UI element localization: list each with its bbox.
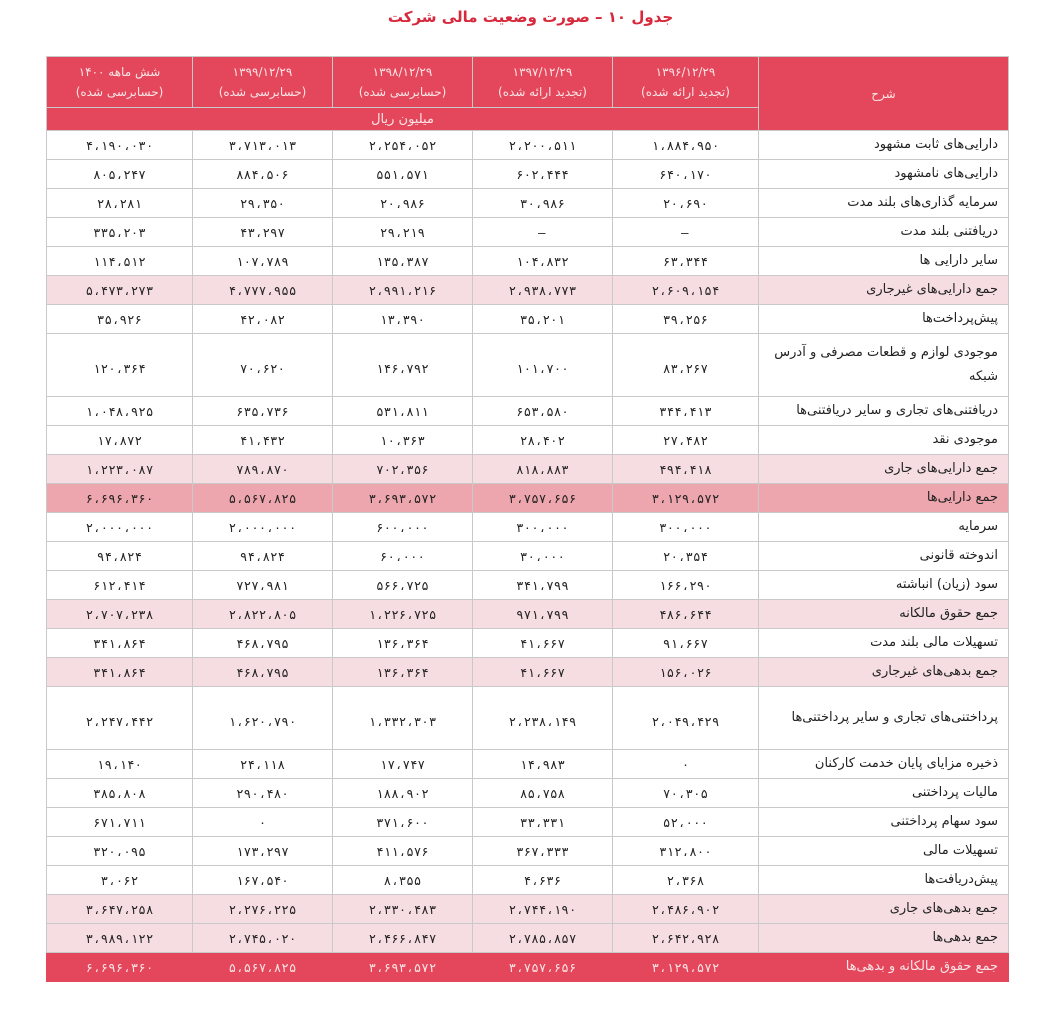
row-value-col-2: ۱۰۴،۸۳۲ bbox=[473, 247, 613, 276]
row-value-col-2: ۳۳،۳۳۱ bbox=[473, 808, 613, 837]
table-row bbox=[47, 571, 1009, 600]
header-col-5: شش ماهه ۱۴۰۰ (حسابرسی شده) bbox=[47, 57, 193, 108]
row-value-col-4: ۹۴،۸۲۴ bbox=[193, 542, 333, 571]
table-row bbox=[47, 397, 1009, 426]
table-row bbox=[47, 247, 1009, 276]
row-value-col-4: ۱۷۳،۲۹۷ bbox=[193, 837, 333, 866]
row-label: جمع دارایی‌های غیرجاری bbox=[759, 276, 1009, 305]
row-label: پیش‌دریافت‌ها bbox=[759, 866, 1009, 895]
row-value-col-1: ۷۰،۳۰۵ bbox=[613, 779, 759, 808]
table-row bbox=[47, 513, 1009, 542]
header-col-4: ۱۳۹۹/۱۲/۲۹ (حسابرسی شده) bbox=[193, 57, 333, 108]
row-value-col-4: ۰ bbox=[193, 808, 333, 837]
header-row bbox=[47, 57, 1009, 108]
row-value-col-4: ۲۹،۳۵۰ bbox=[193, 189, 333, 218]
table-row bbox=[47, 895, 1009, 924]
row-value-col-3: ۲،۲۵۴،۰۵۲ bbox=[333, 131, 473, 160]
row-label: جمع دارایی‌های جاری bbox=[759, 455, 1009, 484]
row-value-col-1: ۱۶۶،۲۹۰ bbox=[613, 571, 759, 600]
row-value-col-2: ۲۸،۴۰۲ bbox=[473, 426, 613, 455]
row-value-col-5: ۳۳۵،۲۰۳ bbox=[47, 218, 193, 247]
row-value-col-1: ۱۵۶،۰۲۶ bbox=[613, 658, 759, 687]
row-value-col-3: ۱۳،۳۹۰ bbox=[333, 305, 473, 334]
table-row bbox=[47, 276, 1009, 305]
row-label: جمع بدهی‌های جاری bbox=[759, 895, 1009, 924]
row-value-col-5: ۳،۰۶۲ bbox=[47, 866, 193, 895]
row-label: سرمایه گذاری‌های بلند مدت bbox=[759, 189, 1009, 218]
row-value-col-4: ۵،۵۶۷،۸۲۵ bbox=[193, 484, 333, 513]
row-value-col-3: ۶۰۰،۰۰۰ bbox=[333, 513, 473, 542]
row-value-col-4: ۸۸۴،۵۰۶ bbox=[193, 160, 333, 189]
row-value-col-5: ۳،۹۸۹،۱۲۲ bbox=[47, 924, 193, 953]
row-value-col-1: ۱،۸۸۴،۹۵۰ bbox=[613, 131, 759, 160]
row-value-col-3: ۸،۳۵۵ bbox=[333, 866, 473, 895]
row-value-col-3: ۵۵۱،۵۷۱ bbox=[333, 160, 473, 189]
table-row bbox=[47, 334, 1009, 397]
row-value-col-1: ۲،۶۴۲،۹۲۸ bbox=[613, 924, 759, 953]
row-value-col-5: ۳۵،۹۲۶ bbox=[47, 305, 193, 334]
table-row bbox=[47, 131, 1009, 160]
table-row bbox=[47, 924, 1009, 953]
row-value-col-1: ۰ bbox=[613, 750, 759, 779]
row-label: سود (زیان) انباشته bbox=[759, 571, 1009, 600]
row-value-col-5: ۳۸۵،۸۰۸ bbox=[47, 779, 193, 808]
row-value-col-1: ۶۳،۳۴۴ bbox=[613, 247, 759, 276]
row-value-col-4: ۴۳،۲۹۷ bbox=[193, 218, 333, 247]
row-value-col-4: ۳،۷۱۳،۰۱۳ bbox=[193, 131, 333, 160]
row-value-col-1: ۹۱،۶۶۷ bbox=[613, 629, 759, 658]
row-value-col-3: ۱۸۸،۹۰۲ bbox=[333, 779, 473, 808]
row-value-col-4: ۲،۲۷۶،۲۲۵ bbox=[193, 895, 333, 924]
row-label: سرمایه bbox=[759, 513, 1009, 542]
row-value-col-5: ۲،۰۰۰،۰۰۰ bbox=[47, 513, 193, 542]
row-value-col-1: ۲۰،۳۵۴ bbox=[613, 542, 759, 571]
row-value-col-4: ۲۴،۱۱۸ bbox=[193, 750, 333, 779]
row-value-col-2: ۸۵،۷۵۸ bbox=[473, 779, 613, 808]
table-row bbox=[47, 542, 1009, 571]
row-value-col-4: ۵،۵۶۷،۸۲۵ bbox=[193, 953, 333, 982]
table-row bbox=[47, 484, 1009, 513]
row-label: جمع حقوق مالکانه و بدهی‌ها bbox=[759, 953, 1009, 982]
row-value-col-3: ۳،۶۹۳،۵۷۲ bbox=[333, 953, 473, 982]
row-value-col-4: ۱۶۷،۵۴۰ bbox=[193, 866, 333, 895]
row-value-col-4: ۷۲۷،۹۸۱ bbox=[193, 571, 333, 600]
row-value-col-5: ۳۲۰،۰۹۵ bbox=[47, 837, 193, 866]
row-value-col-5: ۱۷،۸۷۲ bbox=[47, 426, 193, 455]
row-value-col-3: ۲،۳۳۰،۴۸۳ bbox=[333, 895, 473, 924]
row-value-col-1: ۴۹۴،۴۱۸ bbox=[613, 455, 759, 484]
row-value-col-5: ۳۴۱،۸۶۴ bbox=[47, 658, 193, 687]
row-value-col-3: ۲۹،۲۱۹ bbox=[333, 218, 473, 247]
row-label: پرداختنی‌های تجاری و سایر پرداختنی‌ها bbox=[759, 687, 1009, 750]
row-value-col-5: ۱۹،۱۴۰ bbox=[47, 750, 193, 779]
table-row bbox=[47, 218, 1009, 247]
row-value-col-5: ۱،۰۴۸،۹۲۵ bbox=[47, 397, 193, 426]
row-label: تسهیلات مالی bbox=[759, 837, 1009, 866]
unit-label: میلیون ریال bbox=[47, 108, 759, 131]
row-value-col-1: ۲،۴۸۶،۹۰۲ bbox=[613, 895, 759, 924]
table-row bbox=[47, 750, 1009, 779]
row-value-col-1: ۵۲،۰۰۰ bbox=[613, 808, 759, 837]
row-value-col-1: ۳۴۴،۴۱۳ bbox=[613, 397, 759, 426]
table-row bbox=[47, 160, 1009, 189]
table-row bbox=[47, 808, 1009, 837]
row-value-col-3: ۱۳۶،۳۶۴ bbox=[333, 629, 473, 658]
row-value-col-2: ۹۷۱،۷۹۹ bbox=[473, 600, 613, 629]
row-label: موجودی نقد bbox=[759, 426, 1009, 455]
row-label: دریافتنی‌های تجاری و سایر دریافتنی‌ها bbox=[759, 397, 1009, 426]
row-label: جمع بدهی‌های غیرجاری bbox=[759, 658, 1009, 687]
table-row bbox=[47, 305, 1009, 334]
row-value-col-2: ۳۰،۰۰۰ bbox=[473, 542, 613, 571]
row-value-col-2: ۱۴،۹۸۳ bbox=[473, 750, 613, 779]
row-value-col-3: ۳،۶۹۳،۵۷۲ bbox=[333, 484, 473, 513]
row-value-col-3: ۲۰،۹۸۶ bbox=[333, 189, 473, 218]
row-value-col-3: ۴۱۱،۵۷۶ bbox=[333, 837, 473, 866]
row-value-col-4: ۲۹۰،۴۸۰ bbox=[193, 779, 333, 808]
row-value-col-5: ۸۰۵،۲۴۷ bbox=[47, 160, 193, 189]
row-value-col-5: ۴،۱۹۰،۰۳۰ bbox=[47, 131, 193, 160]
row-label: پیش‌پرداخت‌ها bbox=[759, 305, 1009, 334]
row-value-col-3: ۱۳۶،۳۶۴ bbox=[333, 658, 473, 687]
row-value-col-1: – bbox=[613, 218, 759, 247]
row-value-col-1: ۳۱۲،۸۰۰ bbox=[613, 837, 759, 866]
row-value-col-1: ۶۴۰،۱۷۰ bbox=[613, 160, 759, 189]
row-value-col-3: ۵۶۶،۷۲۵ bbox=[333, 571, 473, 600]
row-value-col-2: ۳۴۱،۷۹۹ bbox=[473, 571, 613, 600]
table-row bbox=[47, 837, 1009, 866]
row-value-col-5: ۹۴،۸۲۴ bbox=[47, 542, 193, 571]
row-value-col-5: ۱۲۰،۳۶۴ bbox=[47, 334, 193, 397]
row-value-col-3: ۶۰،۰۰۰ bbox=[333, 542, 473, 571]
row-value-col-2: ۲،۹۳۸،۷۷۳ bbox=[473, 276, 613, 305]
row-value-col-2: ۶۰۲،۴۴۴ bbox=[473, 160, 613, 189]
row-value-col-2: ۱۰۱،۷۰۰ bbox=[473, 334, 613, 397]
row-value-col-4: ۷۸۹،۸۷۰ bbox=[193, 455, 333, 484]
row-label: دارایی‌های نامشهود bbox=[759, 160, 1009, 189]
row-value-col-4: ۴۶۸،۷۹۵ bbox=[193, 629, 333, 658]
row-value-col-3: ۱،۲۲۶،۷۲۵ bbox=[333, 600, 473, 629]
row-value-col-3: ۵۳۱،۸۱۱ bbox=[333, 397, 473, 426]
row-value-col-2: ۲،۷۴۴،۱۹۰ bbox=[473, 895, 613, 924]
row-value-col-5: ۶،۶۹۶،۳۶۰ bbox=[47, 953, 193, 982]
row-value-col-2: ۴۱،۶۶۷ bbox=[473, 658, 613, 687]
row-label: ذخیره مزایای پایان خدمت کارکنان bbox=[759, 750, 1009, 779]
row-value-col-4: ۴۶۸،۷۹۵ bbox=[193, 658, 333, 687]
row-value-col-2: ۲،۲۰۰،۵۱۱ bbox=[473, 131, 613, 160]
row-value-col-4: ۴۲،۰۸۲ bbox=[193, 305, 333, 334]
row-value-col-4: ۱،۶۲۰،۷۹۰ bbox=[193, 687, 333, 750]
table-row bbox=[47, 455, 1009, 484]
table-row bbox=[47, 687, 1009, 750]
row-value-col-4: ۴۱،۴۳۲ bbox=[193, 426, 333, 455]
row-value-col-1: ۲۷،۴۸۲ bbox=[613, 426, 759, 455]
balance-sheet-table bbox=[46, 56, 1009, 982]
row-value-col-5: ۶۷۱،۷۱۱ bbox=[47, 808, 193, 837]
row-value-col-5: ۳،۶۴۷،۲۵۸ bbox=[47, 895, 193, 924]
row-value-col-3: ۷۰۲،۳۵۶ bbox=[333, 455, 473, 484]
row-value-col-3: ۱۴۶،۷۹۲ bbox=[333, 334, 473, 397]
row-label: اندوخته قانونی bbox=[759, 542, 1009, 571]
row-value-col-2: ۶۵۳،۵۸۰ bbox=[473, 397, 613, 426]
row-value-col-3: ۱،۳۳۲،۳۰۳ bbox=[333, 687, 473, 750]
table-row bbox=[47, 953, 1009, 982]
row-value-col-2: – bbox=[473, 218, 613, 247]
row-label: سود سهام پرداختنی bbox=[759, 808, 1009, 837]
row-value-col-4: ۶۳۵،۷۳۶ bbox=[193, 397, 333, 426]
row-value-col-3: ۲،۴۶۶،۸۴۷ bbox=[333, 924, 473, 953]
row-value-col-4: ۲،۷۴۵،۰۲۰ bbox=[193, 924, 333, 953]
row-value-col-4: ۲،۸۲۲،۸۰۵ bbox=[193, 600, 333, 629]
row-label: جمع حقوق مالکانه bbox=[759, 600, 1009, 629]
row-value-col-3: ۱۰،۳۶۳ bbox=[333, 426, 473, 455]
row-label: سایر دارایی ها bbox=[759, 247, 1009, 276]
row-label: جمع دارایی‌ها bbox=[759, 484, 1009, 513]
row-value-col-1: ۳۹،۲۵۶ bbox=[613, 305, 759, 334]
table-row bbox=[47, 866, 1009, 895]
row-value-col-5: ۲۸،۲۸۱ bbox=[47, 189, 193, 218]
row-label: موجودی لوازم و قطعات مصرفی و آدرس شبکه bbox=[759, 334, 1009, 397]
table-row bbox=[47, 629, 1009, 658]
row-label: مالیات پرداختنی bbox=[759, 779, 1009, 808]
table-row bbox=[47, 779, 1009, 808]
row-value-col-1: ۳،۱۲۹،۵۷۲ bbox=[613, 484, 759, 513]
row-value-col-5: ۱۱۴،۵۱۲ bbox=[47, 247, 193, 276]
table-row bbox=[47, 600, 1009, 629]
row-value-col-3: ۱۷،۷۴۷ bbox=[333, 750, 473, 779]
row-value-col-5: ۱،۲۲۳،۰۸۷ bbox=[47, 455, 193, 484]
row-value-col-4: ۴،۷۷۷،۹۵۵ bbox=[193, 276, 333, 305]
table-row bbox=[47, 658, 1009, 687]
row-value-col-2: ۲،۷۸۵،۸۵۷ bbox=[473, 924, 613, 953]
row-value-col-3: ۲،۹۹۱،۲۱۶ bbox=[333, 276, 473, 305]
row-value-col-2: ۲،۲۳۸،۱۴۹ bbox=[473, 687, 613, 750]
row-value-col-5: ۶۱۲،۴۱۴ bbox=[47, 571, 193, 600]
row-value-col-2: ۸۱۸،۸۸۳ bbox=[473, 455, 613, 484]
row-value-col-1: ۸۳،۲۶۷ bbox=[613, 334, 759, 397]
table-row bbox=[47, 426, 1009, 455]
row-label: دارایی‌های ثابت مشهود bbox=[759, 131, 1009, 160]
row-value-col-2: ۳،۷۵۷،۶۵۶ bbox=[473, 484, 613, 513]
row-value-col-1: ۲،۶۰۹،۱۵۴ bbox=[613, 276, 759, 305]
row-value-col-4: ۲،۰۰۰،۰۰۰ bbox=[193, 513, 333, 542]
row-value-col-2: ۳۶۷،۳۳۳ bbox=[473, 837, 613, 866]
row-label: تسهیلات مالی بلند مدت bbox=[759, 629, 1009, 658]
row-value-col-5: ۲،۲۴۷،۴۴۲ bbox=[47, 687, 193, 750]
row-value-col-2: ۳،۷۵۷،۶۵۶ bbox=[473, 953, 613, 982]
header-description: شرح bbox=[759, 57, 1009, 131]
row-value-col-1: ۲،۳۶۸ bbox=[613, 866, 759, 895]
row-label: جمع بدهی‌ها bbox=[759, 924, 1009, 953]
row-value-col-2: ۴،۶۳۶ bbox=[473, 866, 613, 895]
row-value-col-5: ۶،۶۹۶،۳۶۰ bbox=[47, 484, 193, 513]
row-value-col-1: ۲،۰۴۹،۴۲۹ bbox=[613, 687, 759, 750]
table-body bbox=[47, 131, 1009, 982]
row-value-col-3: ۳۷۱،۶۰۰ bbox=[333, 808, 473, 837]
row-value-col-5: ۳۴۱،۸۶۴ bbox=[47, 629, 193, 658]
row-value-col-2: ۳۰۰،۰۰۰ bbox=[473, 513, 613, 542]
row-value-col-5: ۲،۷۰۷،۲۳۸ bbox=[47, 600, 193, 629]
table-caption: جدول ۱۰ – صورت وضعیت مالی شرکت bbox=[387, 8, 674, 26]
row-value-col-2: ۴۱،۶۶۷ bbox=[473, 629, 613, 658]
row-value-col-2: ۳۵،۲۰۱ bbox=[473, 305, 613, 334]
row-value-col-1: ۳،۱۲۹،۵۷۲ bbox=[613, 953, 759, 982]
row-value-col-1: ۴۸۶،۶۴۴ bbox=[613, 600, 759, 629]
row-value-col-2: ۳۰،۹۸۶ bbox=[473, 189, 613, 218]
row-value-col-4: ۱۰۷،۷۸۹ bbox=[193, 247, 333, 276]
row-label: دریافتنی بلند مدت bbox=[759, 218, 1009, 247]
row-value-col-4: ۷۰،۶۲۰ bbox=[193, 334, 333, 397]
header-col-3: ۱۳۹۸/۱۲/۲۹ (حسابرسی شده) bbox=[333, 57, 473, 108]
header-col-2: ۱۳۹۷/۱۲/۲۹ (تجدید ارائه شده) bbox=[473, 57, 613, 108]
table-row bbox=[47, 189, 1009, 218]
row-value-col-3: ۱۳۵،۳۸۷ bbox=[333, 247, 473, 276]
row-value-col-1: ۲۰،۶۹۰ bbox=[613, 189, 759, 218]
header-col-1: ۱۳۹۶/۱۲/۲۹ (تجدید ارائه شده) bbox=[613, 57, 759, 108]
row-value-col-1: ۳۰۰،۰۰۰ bbox=[613, 513, 759, 542]
row-value-col-5: ۵،۴۷۳،۲۷۳ bbox=[47, 276, 193, 305]
